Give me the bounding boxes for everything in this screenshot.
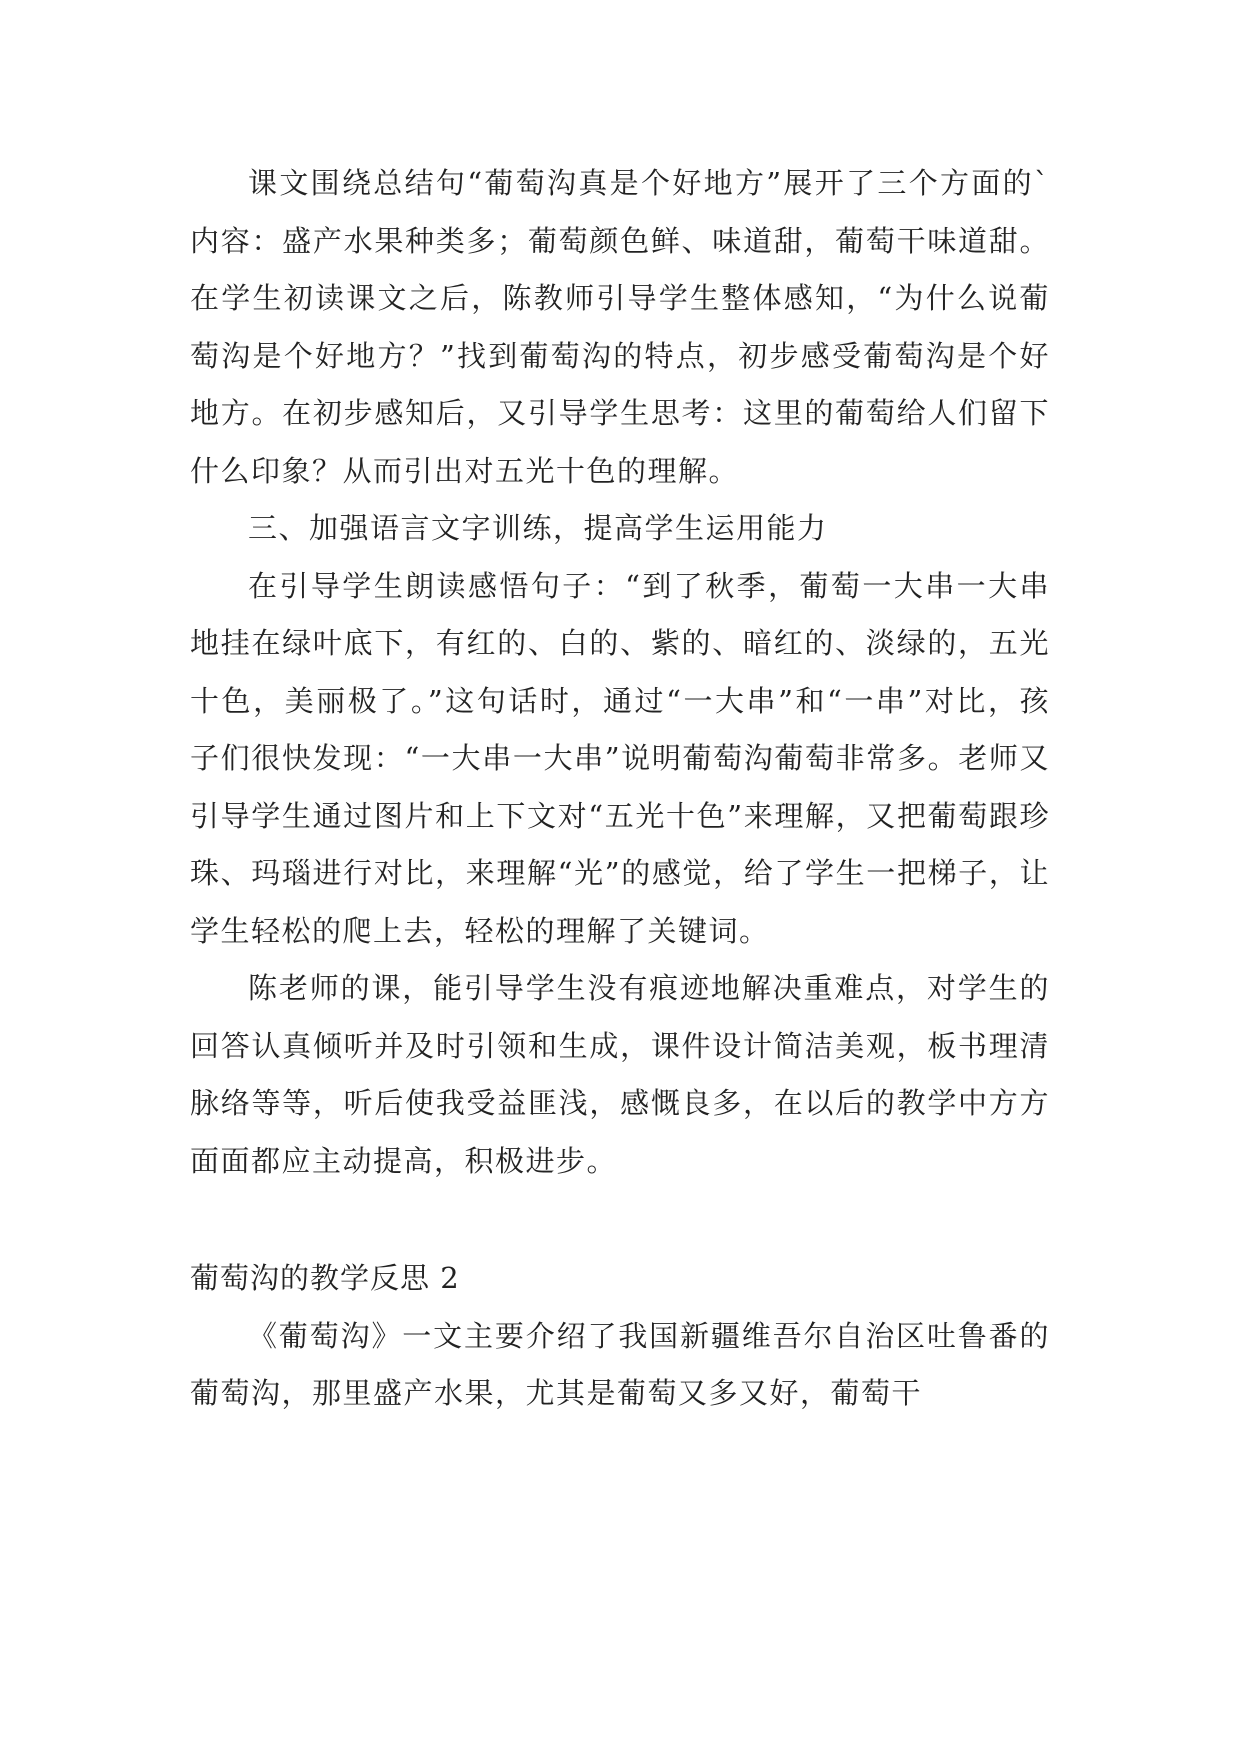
document-body — [190, 155, 1050, 1423]
paragraph-conclusion: 陈老师的课，能引导学生没有痕迹地解决重难点，对学生的回答认真倾听并及时引领和生成，课件设计简洁美观，板书理清脉络等等，听后使我受益匪浅，感慨良多，在以后的教学中方方面面都应主动提高，积极进步。 — [190, 971, 1050, 1178]
heading-language-training: 三、加强语言文字训练，提高学生运用能力 — [248, 511, 828, 545]
paragraph-summary: 课文围绕总结句“葡萄沟真是个好地方”展开了三个方面的`内容：盛产水果种类多；葡萄颜色鲜、味道甜，葡萄干味道甜。在学生初读课文之后，陈教师引导学生整体感知，“为什么说葡萄沟是个好地方？”找到葡萄沟的特点，初步感受葡萄沟是个好地方。在初步感知后，又引导学生思考：这里的葡萄给人们留下什么印象？从而引出对五光十色的理解。 — [190, 166, 1050, 488]
section-title: 葡萄沟的教学反思 2 — [190, 1261, 460, 1295]
paragraph-section-intro: 《葡萄沟》一文主要介绍了我国新疆维吾尔自治区吐鲁番的葡萄沟，那里盛产水果，尤其是葡萄又多又好，葡萄干 — [190, 1318, 1050, 1410]
paragraph-reading-sentence: 在引导学生朗读感悟句子：“到了秋季，葡萄一大串一大串地挂在绿叶底下，有红的、白的、紫的、暗红的、淡绿的，五光十色，美丽极了。”这句话时，通过“一大串”和“一串”对比，孩子们很快发现：“一大串一大串”说明葡萄沟葡萄非常多。老师又引导学生通过图片和上下文对“五光十色”来理解，又把葡萄跟珍珠、玛瑙进行对比，来理解“光”的感觉，给了学生一把梯子，让学生轻松的爬上去，轻松的理解了关键词。 — [190, 568, 1050, 948]
